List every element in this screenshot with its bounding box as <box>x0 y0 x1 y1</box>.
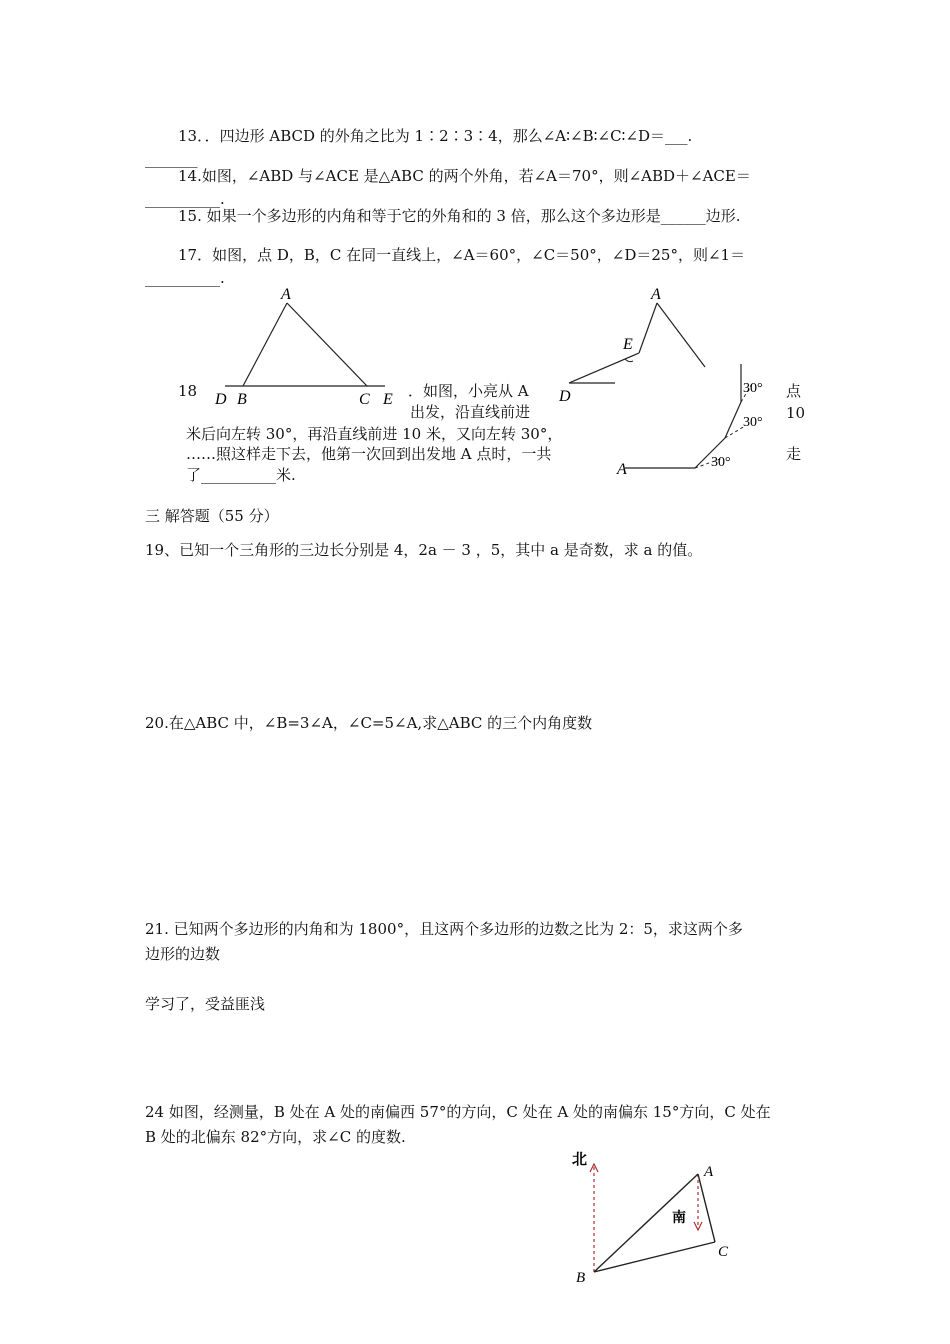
q18-part4-tail: 走 <box>786 445 802 463</box>
q18-part5: 了__________米. <box>186 466 296 484</box>
fig3-angle-2: 30° <box>743 415 763 430</box>
fig3-angle-1: 30° <box>711 455 731 470</box>
fig3-angle-3: 30° <box>743 381 763 396</box>
fig2-label-e: E <box>623 336 633 353</box>
q15-line1: 15. 如果一个多边形的内角和等于它的外角和的 3 倍，那么这个多边形是______边形. <box>178 207 741 225</box>
q14-line1: 14.如图，∠ABD 与∠ACE 是△ABC 的两个外角，若∠A＝70°，则∠ABD＋∠ACE＝ <box>178 167 751 185</box>
fig1-label-d: D <box>215 391 227 408</box>
q24-line2: B 处的北偏东 82°方向，求∠C 的度数. <box>145 1128 406 1146</box>
fig1-bottom-labels <box>205 386 405 410</box>
q17-line2: __________. <box>145 269 225 287</box>
fig4-side-ac <box>698 1174 715 1242</box>
fig3-label-a: A <box>617 461 627 478</box>
q18-part3: 米后向左转 30°，再沿直线前进 10 米，又向左转 30°， <box>186 425 563 443</box>
fig2-label-d: D <box>559 388 571 405</box>
fig2-segment-a-e <box>639 303 657 353</box>
fig4-label-c: C <box>718 1244 729 1260</box>
q19-text: 19、已知一个三角形的三边长分别是 4，2a － 3 ，5，其中 a 是奇数，求 a 的值。 <box>145 541 703 559</box>
fig4-label-north: 北 <box>572 1152 588 1168</box>
q20-text: 20.在△ABC 中，∠B=3∠A，∠C=5∠A,求△ABC 的三个内角度数 <box>145 714 593 732</box>
q13-line2: _______ <box>145 150 198 168</box>
q13-line1: 13．．四边形 ABCD 的外角之比为 1∶2∶3∶4，那么∠A∶∠B∶∠C∶∠D＝___. <box>178 127 693 145</box>
section3-title: 三 解答题（55 分） <box>145 507 279 525</box>
q18-part2: 出发，沿直线前进 <box>410 403 531 421</box>
fig1-side-ab <box>243 303 287 386</box>
fig4-label-a: A <box>704 1164 714 1180</box>
fig1-side-ac <box>287 303 367 386</box>
q18-part2-tail: 10 <box>786 404 806 422</box>
fig2-segment-a-right <box>657 303 705 367</box>
q21-line1: 21. 已知两个多边形的内角和为 1800°，且这两个多边形的边数之比为 2：5，求这两个多 <box>145 920 743 938</box>
fig1-label-c: C <box>359 391 370 408</box>
q21-line2: 边形的边数 <box>145 945 221 963</box>
fig3-path-3 <box>725 402 741 438</box>
q14-line2: __________. <box>145 190 225 208</box>
fig4-label-b: B <box>576 1270 586 1286</box>
fig1-label-e: E <box>383 391 393 408</box>
remark-text: 学习了，受益匪浅 <box>145 995 266 1013</box>
figure-walk-path <box>615 362 785 482</box>
q18-part4: ……照这样走下去，他第一次回到出发地 A 点时，一共 <box>186 445 552 463</box>
fig1-label-a: A <box>281 286 291 303</box>
figure-compass-triangle <box>570 1150 750 1290</box>
fig4-side-bc <box>594 1242 715 1272</box>
q17-line1: 17．如图，点 D，B，C 在同一直线上，∠A＝60°，∠C＝50°，∠D＝25°，则∠1＝ <box>178 246 746 264</box>
fig2-label-a: A <box>651 286 661 303</box>
q18-part1: ．如图，小亮从 A <box>408 382 529 400</box>
fig4-label-south: 南 <box>672 1211 686 1226</box>
q24-line1: 24 如图，经测量，B 处在 A 处的南偏西 57°的方向，C 处在 A 处的南偏东 15°方向，C 处在 <box>145 1103 771 1121</box>
q18-part1-tail: 点 <box>786 382 802 400</box>
fig1-label-b: B <box>237 391 247 408</box>
q18-number: 18 <box>178 382 198 400</box>
